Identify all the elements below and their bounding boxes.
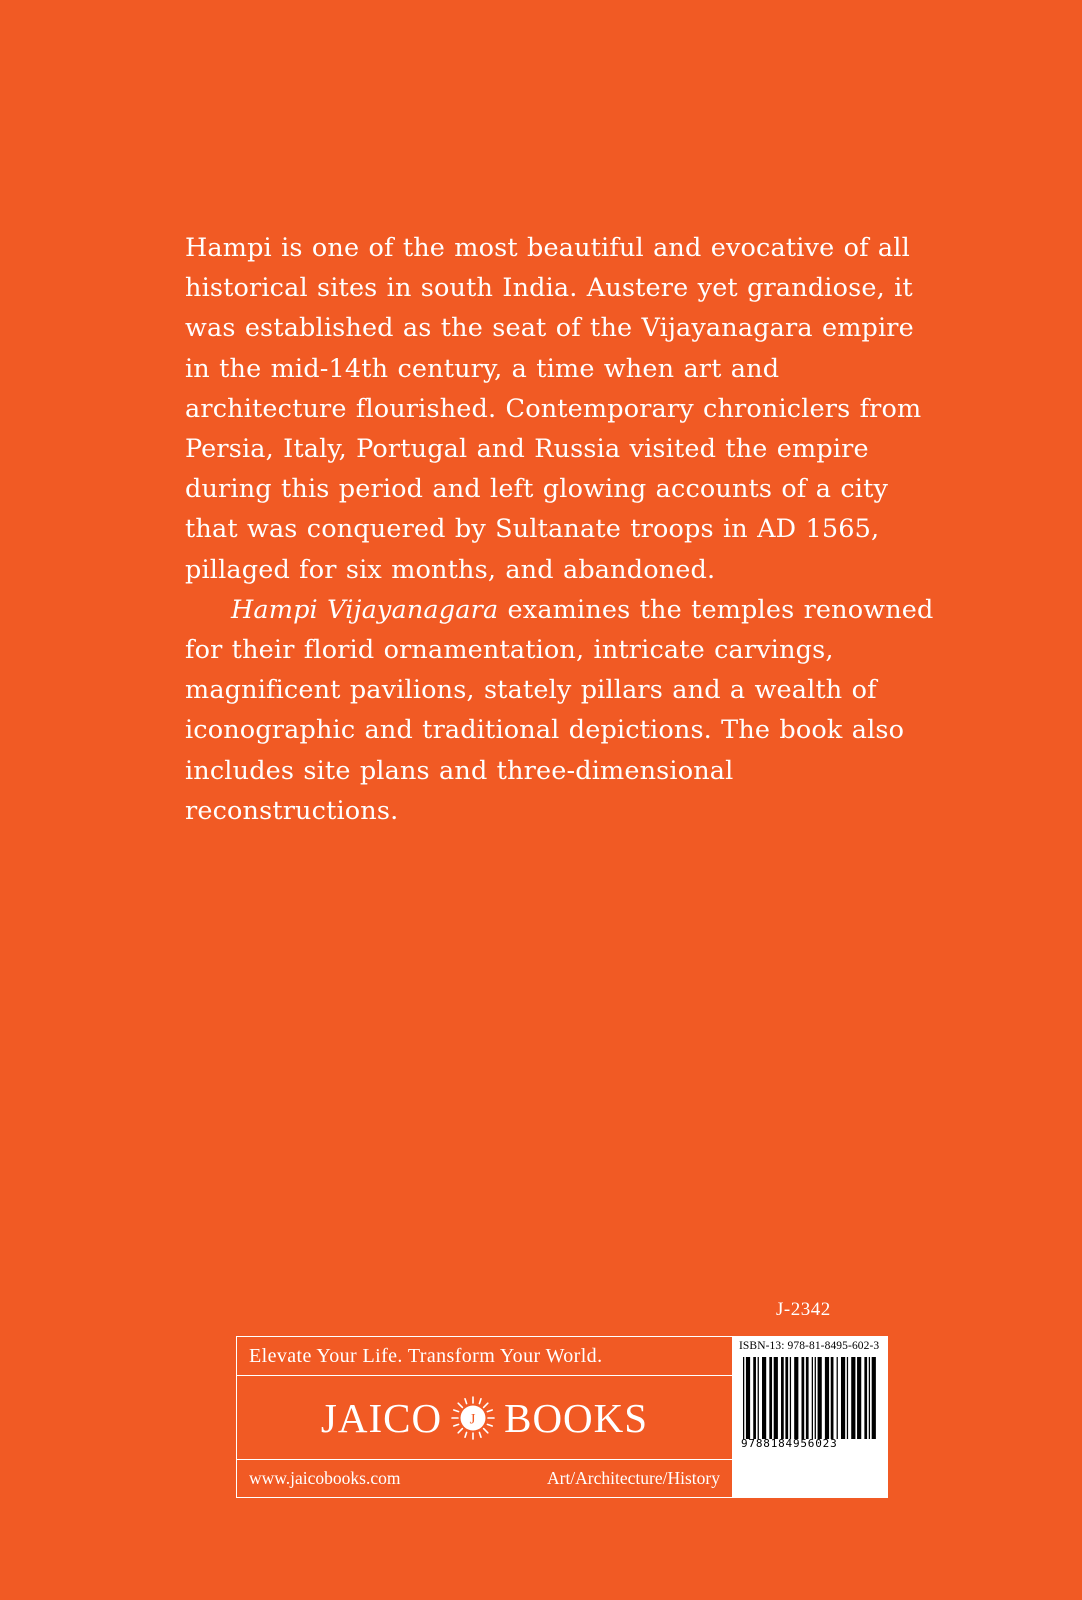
blurb-paragraph-2-text: examines the temples renowned for their florid ornamentation, intricate carvings, magnificent pavilions, stately pillars and a wealth of iconographic and traditional depictions. The book also includes site plans and three-dimensional reconstructions. — [185, 594, 934, 826]
sun-logo-icon — [450, 1395, 496, 1441]
publisher-info — [237, 1337, 733, 1497]
book-category: Art/Architecture/History — [546, 1468, 720, 1488]
catalog-code: J-2342 — [776, 1299, 831, 1320]
barcode-bar — [746, 1357, 750, 1439]
barcode-bar — [758, 1357, 759, 1439]
barcode-bar — [794, 1357, 798, 1439]
barcode-bar — [769, 1357, 772, 1439]
barcode-bar — [801, 1357, 804, 1439]
logo-word-left: JAICO — [320, 1394, 443, 1441]
barcode-bar — [790, 1357, 791, 1439]
barcode-bar — [837, 1357, 838, 1439]
barcode-bar — [831, 1357, 834, 1439]
barcode-bar — [857, 1357, 861, 1439]
barcode-bar — [847, 1357, 848, 1439]
back-cover-blurb — [185, 228, 945, 831]
barcode-bar — [872, 1357, 876, 1439]
publisher-website: www.jaicobooks.com — [249, 1468, 401, 1488]
publisher-panel — [236, 1336, 888, 1498]
publisher-footer — [237, 1460, 732, 1497]
barcode-bar — [815, 1357, 816, 1439]
logo-mark-letter: J — [469, 1411, 477, 1427]
isbn-barcode-box — [733, 1337, 887, 1497]
logo-word-right: BOOKS — [504, 1394, 649, 1441]
barcode-digits: 9788184956023 — [741, 1437, 838, 1450]
blurb-paragraph-2 — [185, 590, 945, 831]
publisher-logo — [237, 1376, 732, 1460]
barcode-bar — [825, 1357, 829, 1439]
barcode-bar — [762, 1357, 766, 1439]
barcode-bar — [785, 1357, 788, 1439]
publisher-tagline: Elevate Your Life. Transform Your World. — [237, 1337, 732, 1376]
barcode-bar — [806, 1357, 809, 1439]
barcode-bar — [774, 1357, 778, 1439]
barcode-icon — [741, 1357, 881, 1439]
barcode-bar — [864, 1357, 867, 1439]
barcode-bar — [753, 1357, 756, 1439]
barcode-bar — [851, 1357, 855, 1439]
barcode-bar — [818, 1357, 822, 1439]
barcode-bar — [841, 1357, 845, 1439]
barcode-bar — [869, 1357, 870, 1439]
blurb-paragraph-1: Hampi is one of the most beautiful and evocative of all historical sites in south India. Austere yet grandiose, it was established as the seat of the Vijayanagara empire in the mid-14th century, a time when art and architecture flourished. Contemporary chroniclers from Persia, Italy, Portugal and Russia visited the empire during this period and left glowing accounts of a city that was conquered by Sultanate troops in AD 1565, pillaged for six months, and abandoned. — [185, 233, 922, 585]
isbn-label: ISBN-13: 978-81-8495-602-3 — [739, 1340, 880, 1352]
barcode-bar — [743, 1357, 744, 1439]
barcode-bar — [781, 1357, 784, 1439]
barcode-bar — [812, 1357, 813, 1439]
book-title-italic: Hampi Vijayanagara — [231, 594, 499, 625]
